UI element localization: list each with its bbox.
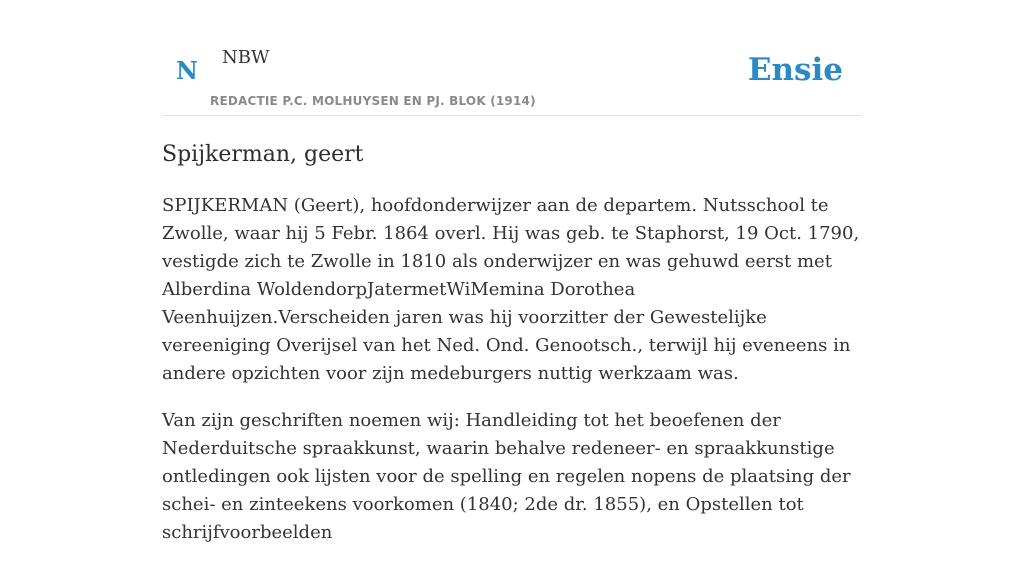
article-paragraph: Van zijn geschriften noemen wij: Handleiding tot het beoefenen der Nederduitsche spraakkunst, waarin behalve redeneer- en spraakkunstige ontledingen ook lijsten voor de spelling en regelen nopens de plaatsing der schei- en zinteekens voorkomen (1840; 2de dr. 1855), en Opstellen tot schrijfvoorbeelden	[162, 410, 851, 543]
source-name-link[interactable]: NBW	[222, 47, 270, 68]
ensie-brand-logo[interactable]: Ensie	[747, 52, 843, 88]
article-title: Spijkerman, geert	[162, 142, 364, 167]
source-logo-icon: N	[176, 56, 198, 85]
article-paragraph: SPIJKERMAN (Geert), hoofdonderwijzer aan de departem. Nutsschool te Zwolle, waar hij 5 Febr. 1864 overl. Hij was geb. te Staphorst, 19 Oct. 1790, vestigde zich te Zwolle in 1810 als onderwijzer en was gehuwd eerst met Alberdina WoldendorpJatermetWiMemina Dorothea Veenhuijzen.Verscheiden jaren was hij voorzitter der Gewestelijke vereeniging Overijsel van het Ned. Ond. Genootsch., terwijl hij eveneens in andere opzichten voor zijn medeburgers nuttig werkzaam was.	[162, 195, 860, 384]
article-body	[162, 192, 862, 566]
source-subtitle: REDACTIE P.C. MOLHUYSEN EN PJ. BLOK (1914)	[210, 94, 536, 108]
source-header	[162, 40, 862, 116]
